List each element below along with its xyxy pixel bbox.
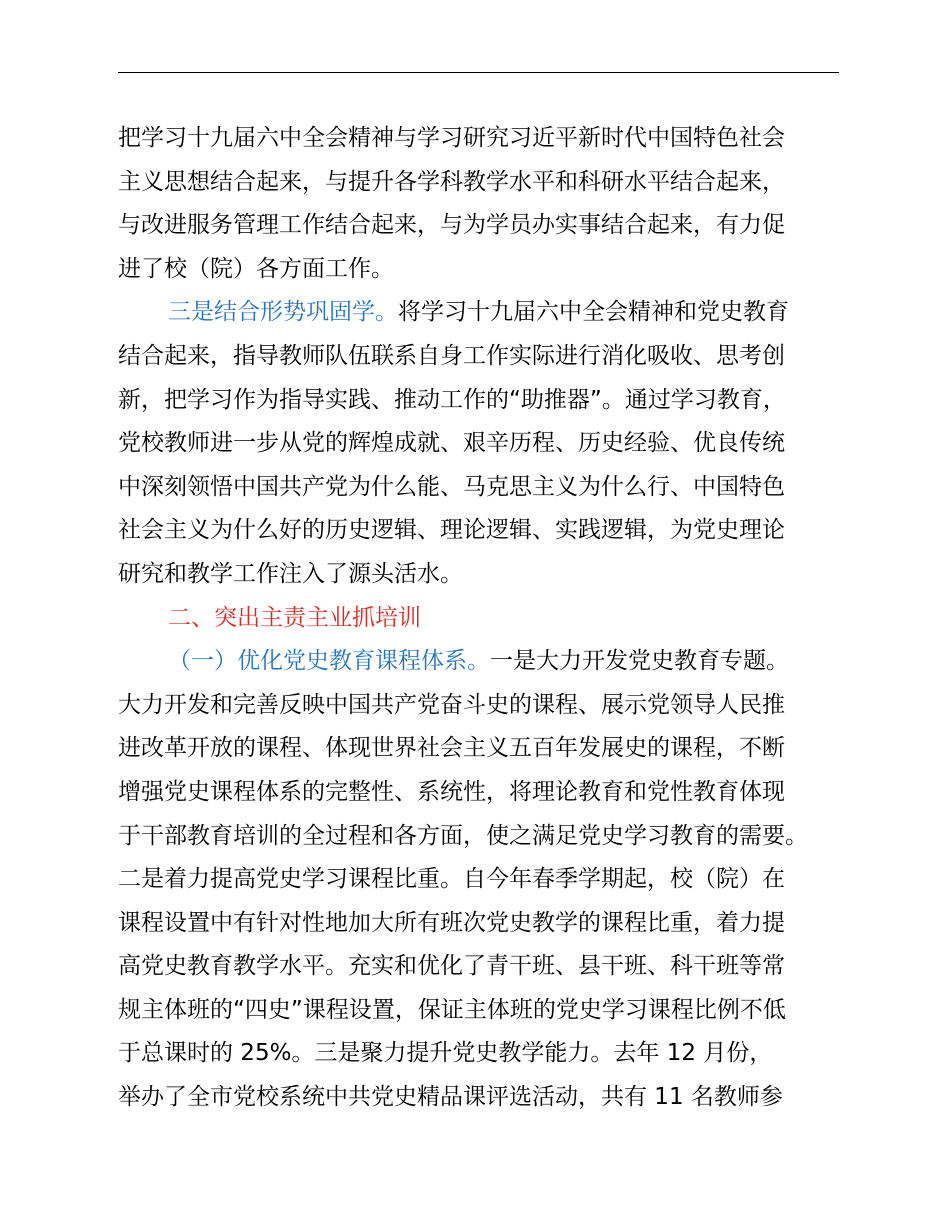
- section-two-heading: 二、突出主责主业抓培训: [168, 604, 421, 631]
- text-line: 增强党史课程体系的完整性、系统性，将理论教育和党性教育体现: [118, 778, 785, 805]
- text-line: 社会主义为什么好的历史逻辑、理论逻辑、实践逻辑，为党史理论: [118, 517, 785, 544]
- text-line: 结合起来，指导教师队伍联系自身工作实际进行消化吸收、思考创: [118, 342, 785, 369]
- text-line: 研究和教学工作注入了源头活水。: [118, 560, 463, 587]
- paragraph-three-heading: 三是结合形势巩固学。: [168, 299, 398, 326]
- text-line: 主义思想结合起来，与提升各学科教学水平和科研水平结合起来，: [118, 168, 785, 195]
- text-line: 课程设置中有针对性地加大所有班次党史教学的课程比重，着力提: [118, 909, 785, 936]
- text-line: 举办了全市党校系统中共党史精品课评选活动，共有 11 名教师参: [118, 1084, 783, 1111]
- subsection-one-lead: 一是大力开发党史教育专题。: [490, 648, 789, 675]
- text-line: 党校教师进一步从党的辉煌成就、艰辛历程、历史经验、优良传统: [118, 430, 785, 457]
- text-line: 进了校（院）各方面工作。: [118, 255, 394, 282]
- text-line: 进改革开放的课程、体现世界社会主义五百年发展史的课程，不断: [118, 735, 785, 762]
- subsection-one-first-line: [118, 640, 848, 684]
- text-line: 与改进服务管理工作结合起来，与为学员办实事结合起来，有力促: [118, 212, 785, 239]
- text-line: 于总课时的 25%。三是聚力提升党史教学能力。去年 12 月份，: [118, 1040, 773, 1067]
- text-line: 中深刻领悟中国共产党为什么能、马克思主义为什么行、中国特色: [118, 473, 785, 500]
- paragraph-three-first-line: [118, 291, 848, 335]
- header-rule: [118, 72, 839, 73]
- text-line: 大力开发和完善反映中国共产党奋斗史的课程、展示党领导人民推: [118, 691, 785, 718]
- paragraph-three-lead: 将学习十九届六中全会精神和党史教育: [398, 299, 789, 326]
- text-line: 新，把学习作为指导实践、推动工作的“助推器”。通过学习教育，: [118, 386, 786, 413]
- text-line: 规主体班的“四史”课程设置，保证主体班的党史学习课程比例不低: [118, 996, 786, 1023]
- text-line: 把学习十九届六中全会精神与学习研究习近平新时代中国特色社会: [118, 125, 785, 151]
- document-body: [118, 117, 848, 1120]
- subsection-one-heading: （一）优化党史教育课程体系。: [168, 648, 490, 675]
- text-line: 二是着力提高党史学习课程比重。自今年春季学期起，校（院）在: [118, 866, 785, 893]
- text-line: 高党史教育教学水平。充实和优化了青干班、县干班、科干班等常: [118, 953, 785, 980]
- text-line: 于干部教育培训的全过程和各方面，使之满足党史学习教育的需要。: [118, 822, 808, 849]
